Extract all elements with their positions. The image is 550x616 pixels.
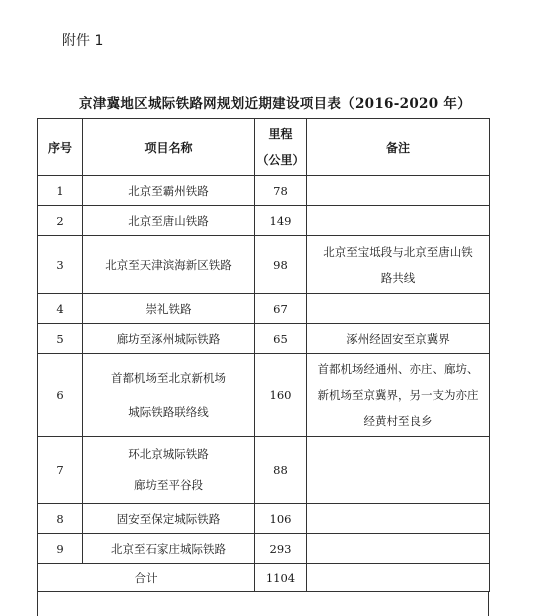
table-row: [38, 534, 490, 564]
row-seq: 9: [38, 534, 83, 564]
row-note: [307, 294, 490, 324]
row-note: [307, 206, 490, 236]
row-note-line: 经黄村至良乡: [363, 414, 433, 428]
row-seq: 4: [38, 294, 83, 324]
row-note-line: 首都机场经通州、亦庄、廊坊、: [317, 362, 479, 376]
row-note-line: 涿州经固安至京冀界: [346, 331, 450, 346]
row-mileage: 149: [255, 206, 307, 236]
row-name: [83, 294, 255, 324]
row-note: [307, 236, 490, 294]
row-note: [307, 437, 490, 504]
header-seq: 序号: [38, 119, 83, 176]
header-row: [38, 119, 490, 176]
table-row: [38, 504, 490, 534]
row-name-line: 北京至霸州铁路: [128, 183, 209, 198]
row-note: [307, 324, 490, 354]
row-name-line: 城际铁路联络线: [128, 405, 209, 419]
row-mileage: 78: [255, 176, 307, 206]
row-seq: 1: [38, 176, 83, 206]
row-name: [83, 504, 255, 534]
table-row: [38, 176, 490, 206]
row-seq: 8: [38, 504, 83, 534]
row-note: [307, 504, 490, 534]
total-value: 1104: [255, 564, 307, 592]
row-name-line: 廊坊至涿州城际铁路: [116, 331, 221, 346]
row-note: [307, 354, 490, 437]
row-mileage: 160: [255, 354, 307, 437]
row-note: [307, 176, 490, 206]
row-name: [83, 206, 255, 236]
row-seq: 5: [38, 324, 83, 354]
row-name-line: 固安至保定城际铁路: [116, 511, 221, 526]
table-title: 京津冀地区城际铁路网规划近期建设项目表（2016-2020 年）: [78, 96, 472, 112]
table-row: [38, 437, 490, 504]
row-seq: 2: [38, 206, 83, 236]
table-row: [38, 206, 490, 236]
row-note-line: 路共线: [380, 270, 416, 285]
project-table: [37, 118, 490, 592]
header-note: 备注: [307, 119, 490, 176]
row-name-line: 北京至天津滨海新区铁路: [105, 257, 232, 272]
row-name-line: 崇礼铁路: [145, 301, 192, 316]
header-mileage: [255, 119, 307, 176]
attachment-label: 附件 1: [62, 33, 104, 49]
row-mileage: 65: [255, 324, 307, 354]
row-name-line: 北京至唐山铁路: [128, 213, 209, 228]
total-note: [307, 564, 490, 592]
header-name: 项目名称: [83, 119, 255, 176]
row-name-line: 环北京城际铁路: [128, 447, 209, 461]
header-mileage-line2: （公里）: [256, 153, 305, 167]
table-row: [38, 294, 490, 324]
row-mileage: 98: [255, 236, 307, 294]
table-row: [38, 354, 490, 437]
row-seq: 3: [38, 236, 83, 294]
row-name: [83, 324, 255, 354]
row-seq: 6: [38, 354, 83, 437]
row-name: [83, 534, 255, 564]
total-row: [38, 564, 490, 592]
row-note-line: 北京至宝坻段与北京至唐山铁: [323, 244, 473, 259]
row-name-line: 北京至石家庄城际铁路: [111, 541, 226, 556]
row-name: [83, 354, 255, 437]
row-mileage: 106: [255, 504, 307, 534]
row-note: [307, 534, 490, 564]
row-mileage: 293: [255, 534, 307, 564]
table-row: [38, 324, 490, 354]
total-label: 合计: [38, 564, 255, 592]
row-seq: 7: [38, 437, 83, 504]
row-note-line: 新机场至京冀界，另一支为亦庄: [317, 388, 479, 402]
row-name: [83, 437, 255, 504]
row-mileage: 67: [255, 294, 307, 324]
row-mileage: 88: [255, 437, 307, 504]
table-bottom-extension: [37, 591, 489, 616]
row-name-line: 首都机场至北京新机场: [111, 371, 226, 385]
table-row: [38, 236, 490, 294]
header-mileage-line1: 里程: [268, 127, 293, 141]
row-name-line: 廊坊至平谷段: [134, 478, 203, 492]
row-name: [83, 236, 255, 294]
row-name: [83, 176, 255, 206]
